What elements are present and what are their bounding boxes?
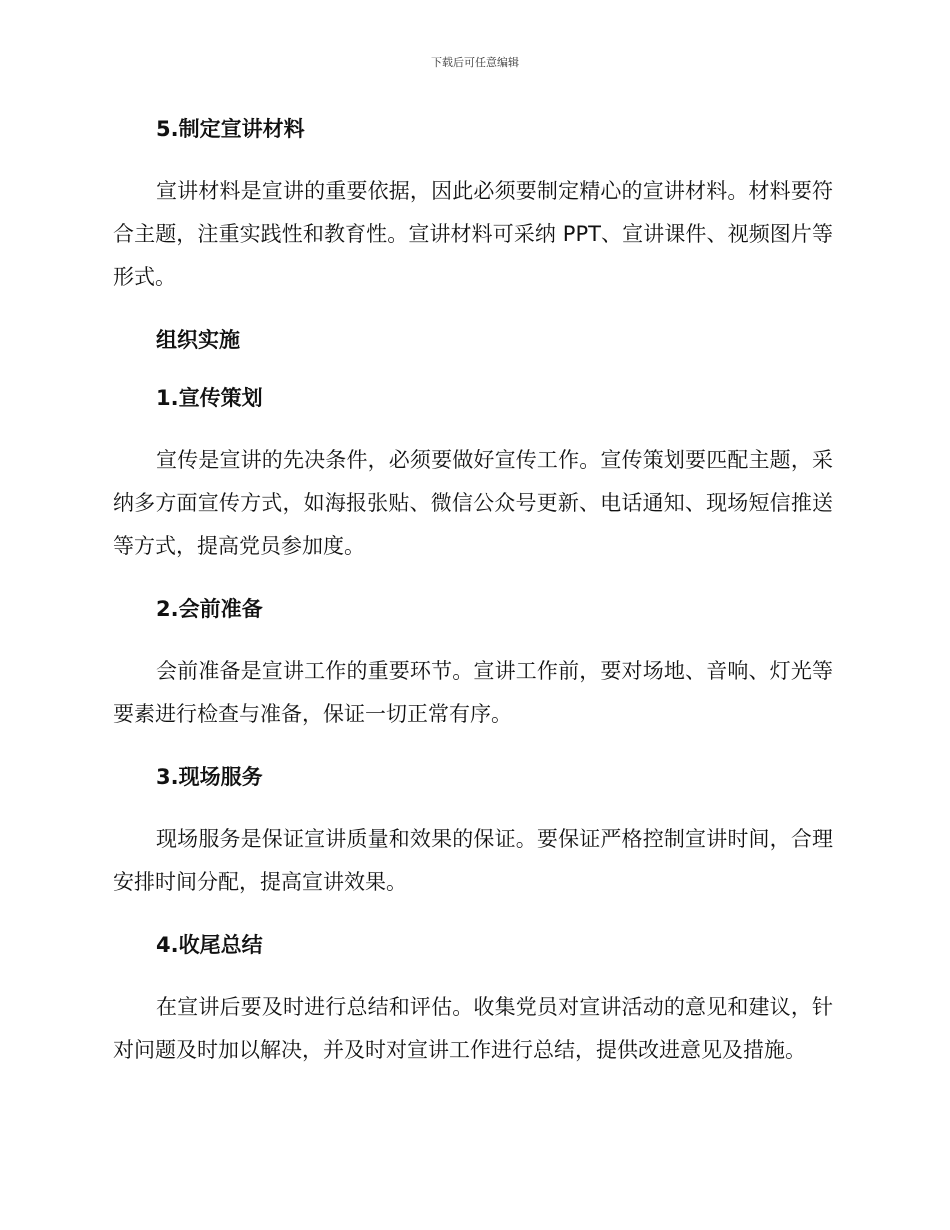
section-paragraph: 会前准备是宣讲工作的重要环节。宣讲工作前，要对场地、音响、灯光等要素进行检查与准备，保证一切正常有序。	[113, 659, 833, 726]
section-wrap-up	[113, 928, 833, 1072]
section-heading: 4.收尾总结	[156, 933, 263, 957]
section-publicity	[113, 381, 833, 568]
document-body	[113, 112, 833, 1096]
section-paragraph: 宣传是宣讲的先决条件，必须要做好宣传工作。宣传策划要匹配主题，采纳多方面宣传方式，如海报张贴、微信公众号更新、电话通知、现场短信推送等方式，提高党员参加度。	[113, 448, 833, 558]
section-heading: 3.现场服务	[156, 765, 263, 789]
section-heading: 1.宣传策划	[156, 386, 263, 410]
section-paragraph: 现场服务是保证宣讲质量和效果的保证。要保证严格控制宣讲时间，合理安排时间分配，提高宣讲效果。	[113, 827, 833, 894]
section-paragraph: 在宣讲后要及时进行总结和评估。收集党员对宣讲活动的意见和建议，针对问题及时加以解决，并及时对宣讲工作进行总结，提供改进意见及措施。	[113, 995, 833, 1062]
section-heading: 2.会前准备	[156, 597, 263, 621]
section-heading: 组织实施	[156, 328, 240, 352]
section-organize	[113, 323, 833, 357]
section-heading: 5.制定宣讲材料	[156, 117, 305, 141]
section-paragraph: 宣讲材料是宣讲的重要依据，因此必须要制定精心的宣讲材料。材料要符合主题，注重实践性和教育性。宣讲材料可采纳 PPT、宣讲课件、视频图片等形式。	[113, 179, 833, 289]
section-pre-meeting	[113, 592, 833, 736]
page-header-note: 下载后可任意编辑	[431, 56, 519, 69]
section-prepare-materials	[113, 112, 833, 299]
section-onsite-service	[113, 760, 833, 904]
